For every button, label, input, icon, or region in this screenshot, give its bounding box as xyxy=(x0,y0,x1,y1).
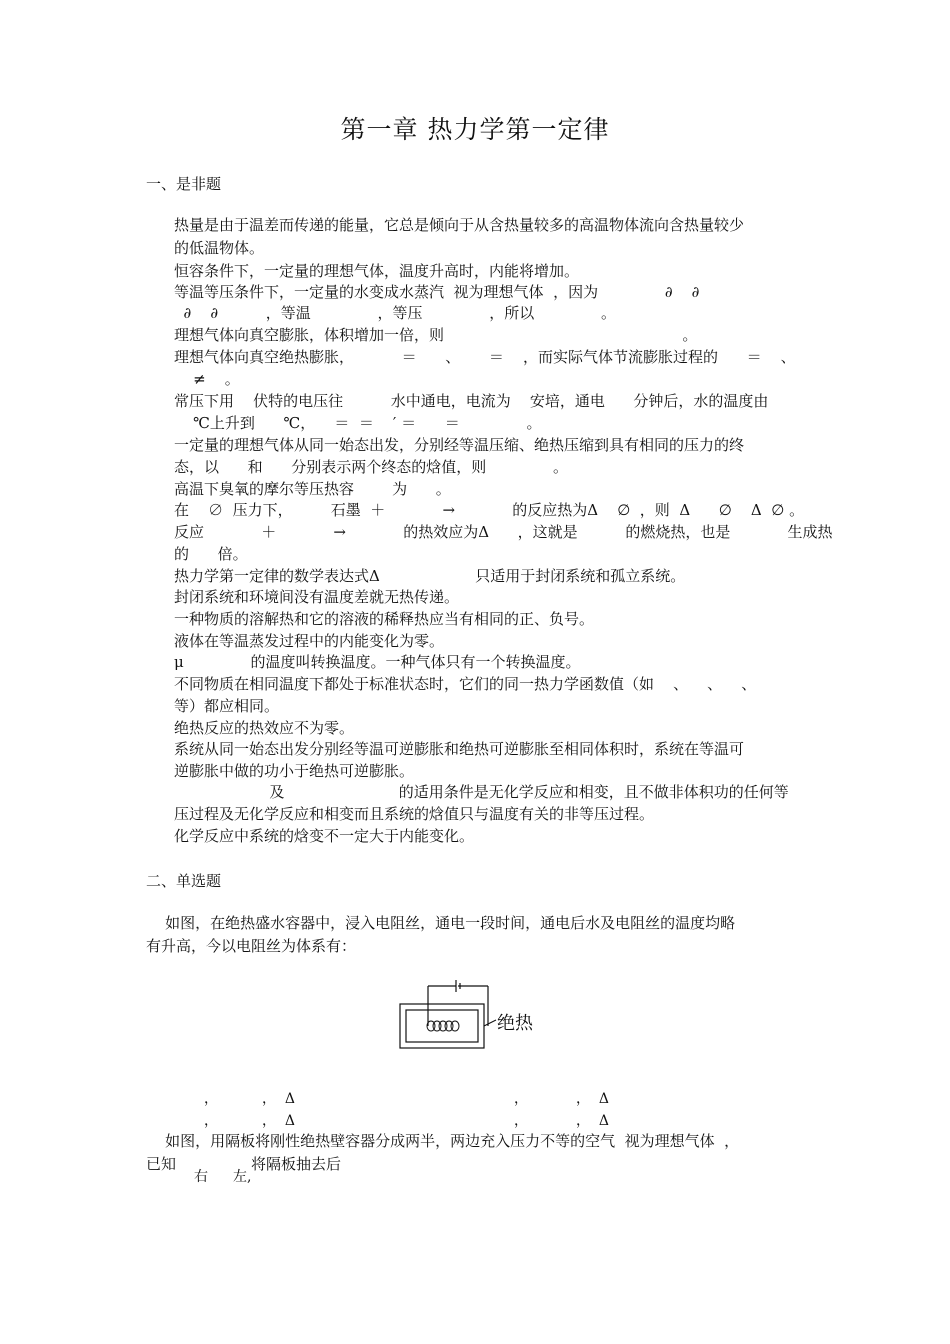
text-line: 态，以 和 分别表示两个终态的焓值，则 。 xyxy=(174,458,568,476)
option-fragment: ， xyxy=(514,1113,528,1129)
text-line: 系统从同一始态出发分别经等温可逆膨胀和绝热可逆膨胀至相同体积时，系统在等温可 xyxy=(174,740,745,758)
figure-label: 绝热 xyxy=(497,1013,533,1033)
page-title: 第一章 热力学第一定律 xyxy=(340,115,610,144)
section-heading-true-false: 一、是非题 xyxy=(146,175,222,193)
text-line: 液体在等温蒸发过程中的内能变化为零。 xyxy=(174,632,445,650)
option-fragment: ， Δ xyxy=(576,1113,610,1129)
text-line: 热力学第一定律的数学表达式Δ 只适用于封闭系统和孤立系统。 xyxy=(174,567,686,585)
question-text: 已知 xyxy=(146,1155,177,1173)
text-line: 化学反应中系统的焓变不一定大于内能变化。 xyxy=(174,827,475,845)
option-fragment: ， Δ xyxy=(262,1113,296,1129)
text-line: 的低温物体。 xyxy=(174,239,265,257)
option-fragment: ， Δ xyxy=(262,1091,296,1107)
text-line: μ 的温度叫转换温度。一种气体只有一个转换温度。 xyxy=(174,653,581,671)
question-text: 如图，在绝热盛水容器中，浸入电阻丝，通电一段时间，通电后水及电阻丝的温度均略 xyxy=(146,914,736,932)
text-line: 等温等压条件下，一定量的水变成水蒸汽 视为理想气体 ，因为 ∂ ∂ xyxy=(174,283,700,301)
text-line: 反应 ＋ → 的热效应为Δ ，这就是 的燃烧热，也是 生成热 xyxy=(174,523,833,541)
text-line: 在 ∅ 压力下， 石墨 ＋ → 的反应热为Δ ∅ ，则 Δ ∅ Δ ∅ 。 xyxy=(174,501,805,519)
option-fragment: ， Δ xyxy=(576,1091,610,1107)
text-line: 一种物质的溶解热和它的溶液的稀释热应当有相同的正、负号。 xyxy=(174,610,595,628)
text-line: 恒容条件下，一定量的理想气体，温度升高时，内能将增加。 xyxy=(174,262,580,280)
text-line: ∂ ∂ ，等温 ，等压 ，所以 。 xyxy=(174,304,617,322)
section-heading-single-choice: 二、单选题 xyxy=(146,872,222,890)
option-fragment: ， xyxy=(204,1113,218,1129)
text-line: 热量是由于温差而传递的能量，它总是倾向于从含热量较多的高温物体流向含热量较少 xyxy=(174,216,745,234)
question-text: 如图，用隔板将刚性绝热壁容器分成两半，两边充入压力不等的空气 视为理想气体 ， xyxy=(146,1132,740,1150)
text-line: 理想气体向真空绝热膨胀， ＝ 、 ＝ ，而实际气体节流膨胀过程的 ＝ 、 xyxy=(174,348,796,366)
option-fragment: ， xyxy=(514,1091,528,1107)
text-line: 及 的适用条件是无化学反应和相变，且不做非体积功的任何等 xyxy=(174,783,789,801)
container-diagram xyxy=(398,978,548,1050)
text-line: 等）都应相同。 xyxy=(174,697,280,715)
text-line: ℃上升到 ℃， ＝ ＝ ′ ＝ ＝ 。 xyxy=(174,414,542,432)
insulated-container-figure xyxy=(398,978,548,1050)
text-line: 逆膨胀中做的功小于绝热可逆膨胀。 xyxy=(174,762,415,780)
text-line: 不同物质在相同温度下都处于标准状态时，它们的同一热力学函数值（如 、 、 、 xyxy=(174,675,757,693)
subscript-right: 右 xyxy=(194,1169,208,1185)
text-line: 常压下用 伏特的电压往 水中通电，电流为 安培，通电 分钟后，水的温度由 xyxy=(174,392,769,410)
text-line: 理想气体向真空膨胀，体积增加一倍，则 。 xyxy=(174,326,698,344)
text-line: 高温下臭氧的摩尔等压热容 为 。 xyxy=(174,480,451,498)
option-fragment: ， xyxy=(204,1091,218,1107)
text-line: 的 倍。 xyxy=(174,545,248,563)
text-line: 绝热反应的热效应不为零。 xyxy=(174,719,355,737)
text-line: 压过程及无化学反应和相变而且系统的焓值只与温度有关的非等压过程。 xyxy=(174,805,655,823)
question-text: 将隔板抽去后 xyxy=(251,1155,342,1173)
question-text: 有升高，今以电阻丝为体系有： xyxy=(146,937,357,955)
text-line: ≠ 。 xyxy=(174,370,240,388)
subscript-left: 左, xyxy=(233,1169,252,1185)
text-line: 一定量的理想气体从同一始态出发，分别经等温压缩、绝热压缩到具有相同的压力的终 xyxy=(174,436,745,454)
text-line: 封闭系统和环境间没有温度差就无热传递。 xyxy=(174,588,460,606)
